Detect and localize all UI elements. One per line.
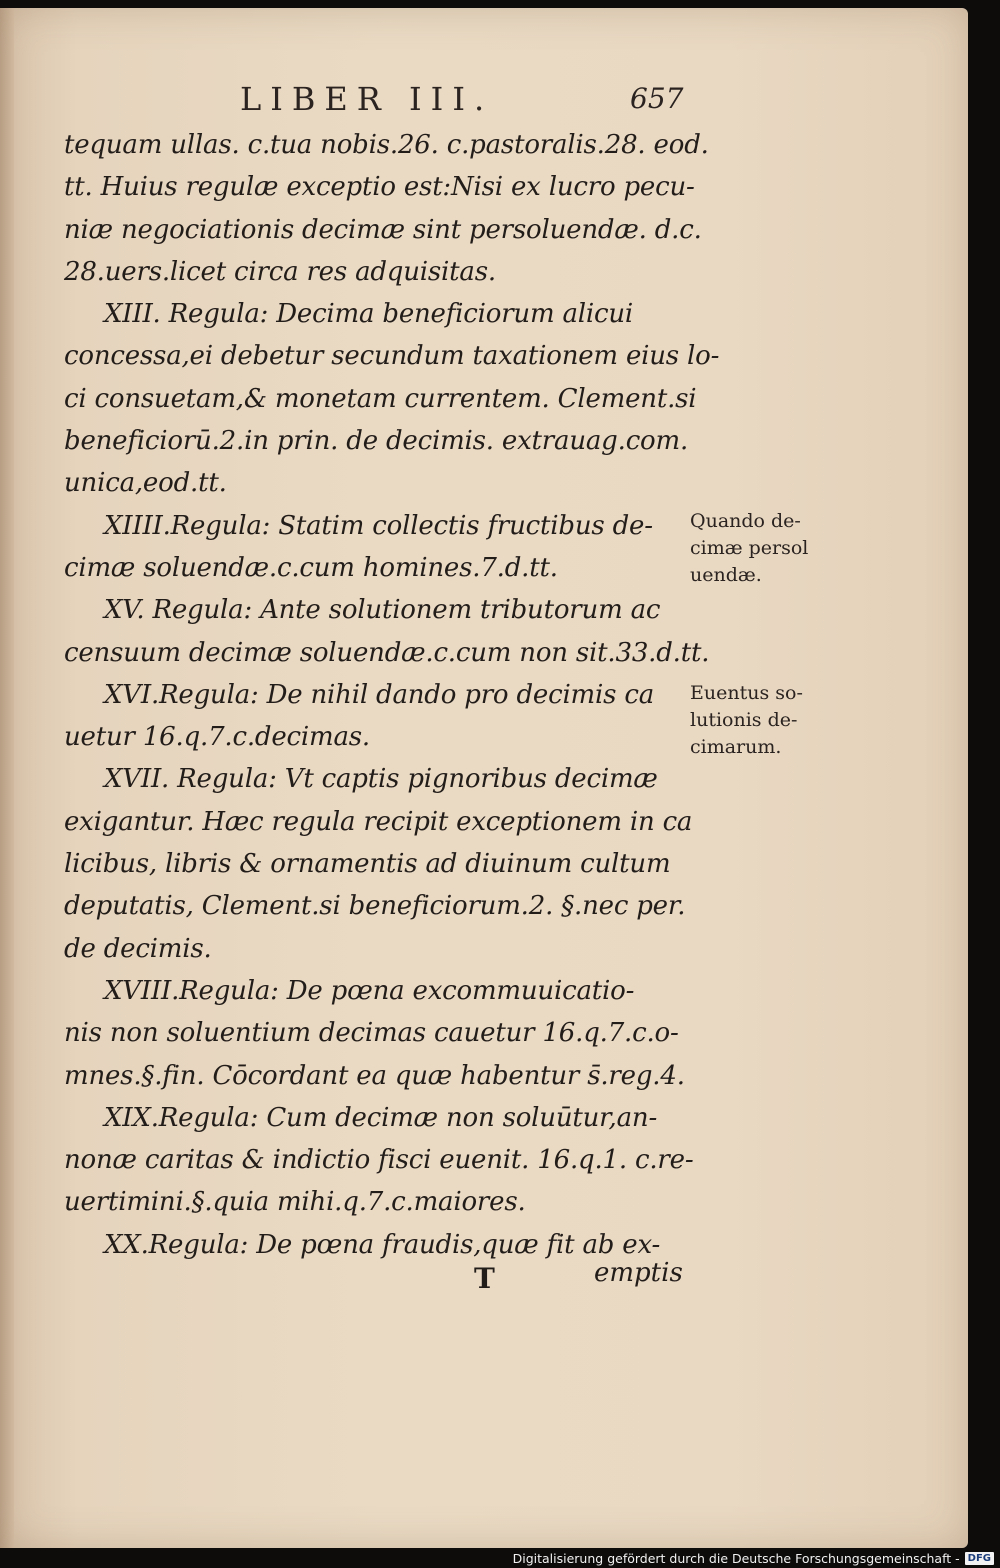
text-line: nonæ caritas & indictio fisci euenit. 16.q.1. c.re- bbox=[64, 1145, 694, 1176]
text-line: exigantur. Hæc regula recipit exceptionem in ca bbox=[64, 806, 693, 837]
dfg-logo: DFG bbox=[965, 1552, 994, 1565]
text-line: uertimini.§.quia mihi.q.7.c.maiores. bbox=[64, 1187, 526, 1218]
text-line: censuum decimæ soluendæ.c.cum non sit.33.d.tt. bbox=[64, 637, 710, 668]
text-line: mnes.§.fin. Cōcordant ea quæ habentur s̄.reg.4. bbox=[64, 1060, 685, 1091]
text-line: cimæ soluendæ.c.cum homines.7.d.tt. bbox=[64, 552, 558, 583]
text-line: de decimis. bbox=[64, 933, 212, 964]
running-head: LIBER III. bbox=[240, 80, 494, 118]
rule-heading-line: XVIII.Regula: De pœna excommuuicatio- bbox=[104, 975, 635, 1006]
rule-heading-line: XIX.Regula: Cum decimæ non soluūtur,an- bbox=[104, 1102, 658, 1133]
rule-heading-line: XIII. Regula: Decima beneficiorum alicui bbox=[104, 299, 634, 330]
rule-heading-line: XX.Regula: De pœna fraudis,quæ fit ab ex- bbox=[104, 1229, 661, 1260]
margin-note-payment-outcome bbox=[690, 680, 850, 761]
signature-mark: T bbox=[474, 1262, 495, 1295]
text-line: uetur 16.q.7.c.decimas. bbox=[64, 722, 370, 753]
margin-note-line: uendæ. bbox=[690, 564, 762, 586]
text-line: tt. Huius regulæ exceptio est:Nisi ex lucro pecu- bbox=[64, 172, 695, 203]
text-line: deputatis, Clement.si beneficiorum.2. §.nec per. bbox=[64, 891, 686, 922]
rule-heading-line: XVII. Regula: Vt captis pignoribus decimæ bbox=[104, 764, 658, 795]
margin-note-line: cimarum. bbox=[690, 736, 782, 758]
text-line: tequam ullas. c.tua nobis.26. c.pastoralis.28. eod. bbox=[64, 130, 709, 160]
credit-text: Digitalisierung gefördert durch die Deutsche Forschungsgemeinschaft - bbox=[512, 1551, 960, 1566]
text-line: ci consuetam,& monetam currentem. Clement.si bbox=[64, 383, 697, 414]
text-line: unica,eod.tt. bbox=[64, 468, 227, 499]
catchword: emptis bbox=[594, 1258, 683, 1288]
margin-note-payment-time bbox=[690, 508, 850, 589]
margin-note-line: cimæ persol bbox=[690, 537, 809, 559]
page-gutter-shadow bbox=[0, 8, 14, 1548]
rule-heading-line: XV. Regula: Ante solutionem tributorum ac bbox=[104, 595, 661, 626]
text-line: niæ negociationis decimæ sint persoluendæ. d.c. bbox=[64, 214, 702, 245]
body-text bbox=[64, 124, 720, 1266]
rule-heading-line: XIIII.Regula: Statim collectis fructibus de- bbox=[104, 510, 653, 541]
margin-note-line: Quando de- bbox=[690, 510, 801, 532]
text-line: nis non soluentium decimas cauetur 16.q.7.c.o- bbox=[64, 1018, 679, 1049]
text-line: 28.uers.licet circa res adquisitas. bbox=[64, 256, 496, 287]
rule-heading-line: XVI.Regula: De nihil dando pro decimis ca bbox=[104, 679, 655, 710]
digitization-credit bbox=[513, 1551, 994, 1566]
margin-note-line: lutionis de- bbox=[690, 709, 798, 731]
text-line: concessa,ei debetur secundum taxationem eius lo- bbox=[64, 341, 720, 372]
text-line: beneficiorū.2.in prin. de decimis. extrauag.com. bbox=[64, 426, 689, 457]
text-line: licibus, libris & ornamentis ad diuinum cultum bbox=[64, 849, 671, 880]
margin-note-line: Euentus so- bbox=[690, 682, 803, 704]
folio-number: 657 bbox=[630, 82, 684, 115]
